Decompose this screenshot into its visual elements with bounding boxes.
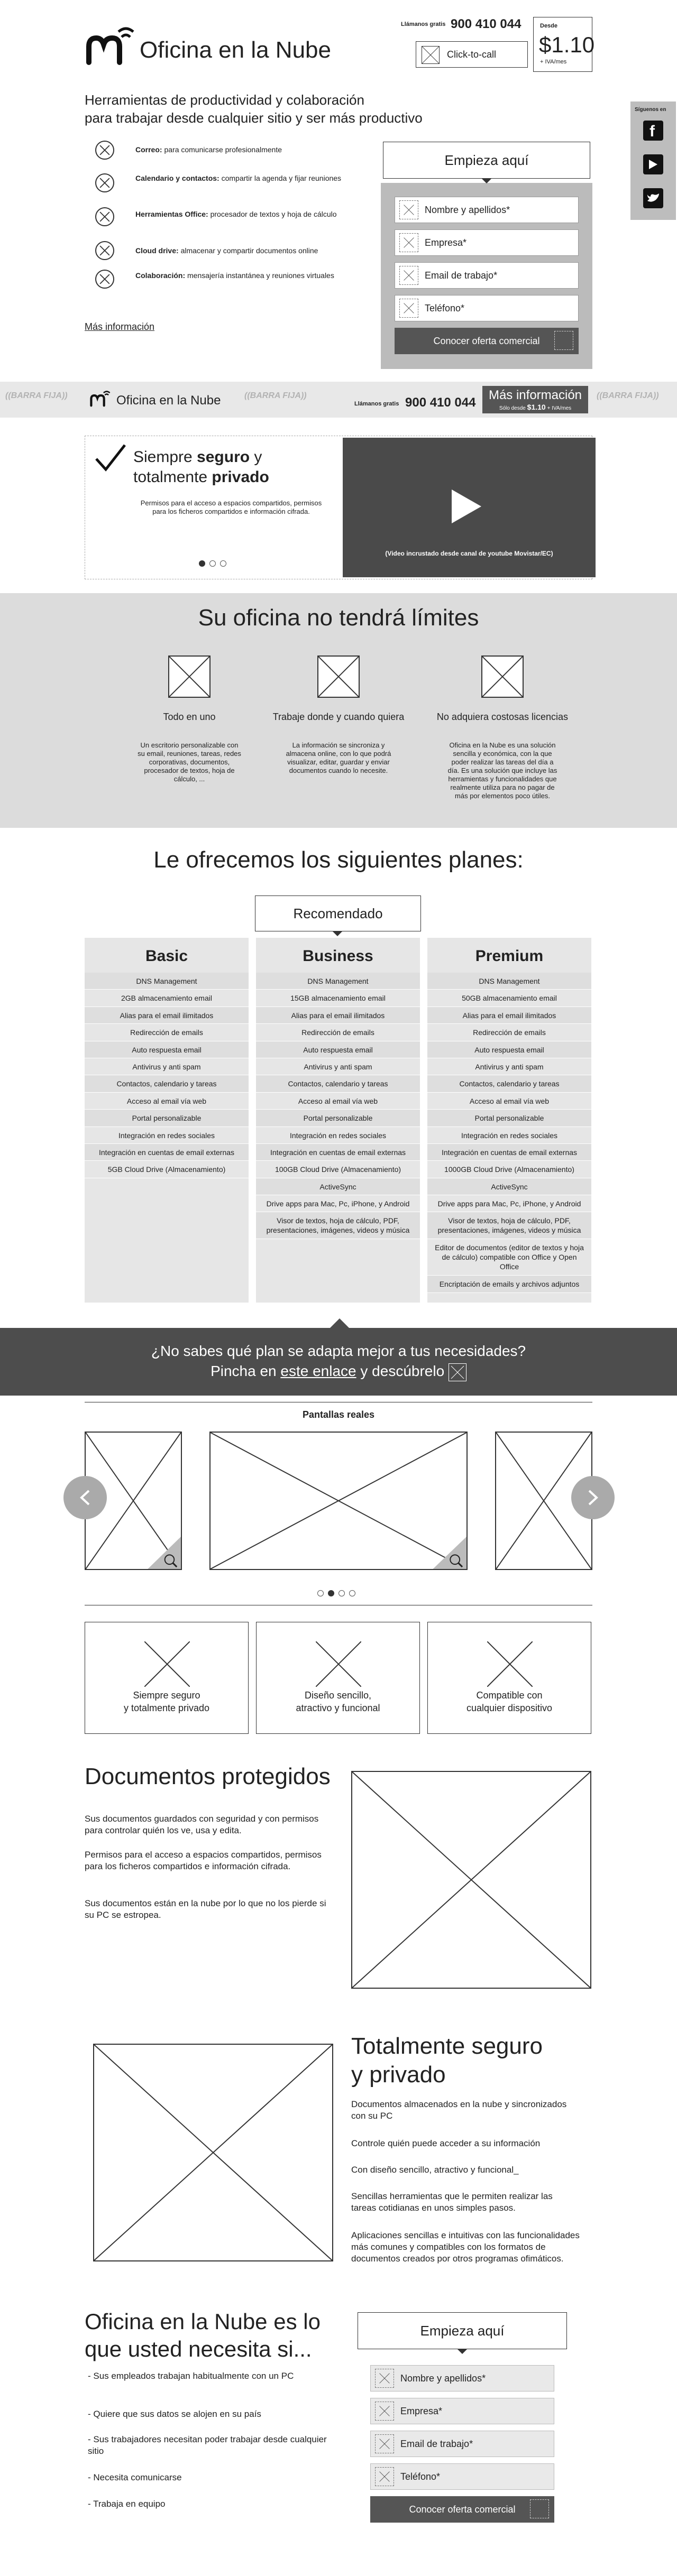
benefit-compatible-text: Compatible con cualquier dispositivo: [466, 1690, 553, 1713]
cloud-icon: [95, 241, 114, 260]
plan-feature-row: Integración en redes sociales: [256, 1127, 420, 1144]
plan-feature-row: Alias para el email ilimitados: [85, 1007, 249, 1024]
feature-email: Correo: para comunicarse profesionalmente: [135, 145, 282, 154]
plan-feature-row: Antivirus y anti spam: [85, 1058, 249, 1075]
name-field[interactable]: [395, 197, 579, 223]
slider-dot-1[interactable]: [199, 560, 205, 567]
form2-mail-icon: [375, 2434, 394, 2453]
all-in-one-icon: [168, 655, 211, 698]
plan-feature-row: Acceso al email vía web: [85, 1093, 249, 1110]
form-title-arrow: [481, 178, 492, 183]
plan-feature-row: Contactos, calendario y tareas: [85, 1075, 249, 1092]
form2-title: Empieza aquí: [358, 2312, 567, 2349]
plan-name: Basic: [145, 947, 188, 965]
limits-heading-2: Trabaje donde y cuando quiera: [272, 712, 405, 722]
submit-button[interactable]: [395, 328, 579, 354]
form2-submit-icon: [530, 2499, 549, 2518]
docs-p3: Sus documentos están en la nube por lo que no los pierde si su PC se estropea.: [85, 1898, 326, 1920]
slide-title: Siempre seguro y totalmente privado: [133, 448, 269, 486]
plan-feature-row: ActiveSync: [427, 1178, 591, 1195]
email-field[interactable]: [395, 262, 579, 289]
phone-field[interactable]: [395, 295, 579, 321]
plan-feature-row: Visor de textos, hoja de cálculo, PDF, presentaciones, imágenes, videos y música: [256, 1212, 420, 1239]
hero-headline-line1: Herramientas de productividad y colaboración: [85, 92, 364, 108]
play-icon[interactable]: [450, 487, 483, 525]
plan-feature-row: Integración en redes sociales: [85, 1127, 249, 1144]
plan-feature-row: ActiveSync: [256, 1178, 420, 1195]
sticky-logo[interactable]: [89, 388, 232, 411]
plan-feature-row: Acceso al email vía web: [427, 1093, 591, 1110]
screens-dots: [317, 1589, 360, 1598]
form2-company-label: Empresa*: [400, 2405, 443, 2416]
limits-title: Su oficina no tendrá límites: [198, 605, 479, 631]
plan-feature-row: Antivirus y anti spam: [256, 1058, 420, 1075]
need-title-line2: que usted necesita si...: [85, 2337, 312, 2361]
help-banner-notch: [330, 1318, 349, 1328]
sticky-phone[interactable]: 900 410 044: [405, 395, 476, 410]
plan-feature-row: 15GB almacenamiento email: [256, 990, 420, 1007]
limits-text-1: Un escritorio personalizable con su email, reuniones, tareas, redes corporativas, documentos, procesador de textos, hoja de cálculo, ...: [138, 741, 241, 783]
more-info-link[interactable]: Más información: [85, 321, 155, 332]
benefit-compatible: [427, 1622, 591, 1734]
plan-basic[interactable]: [85, 938, 249, 1303]
plan-premium[interactable]: [427, 938, 591, 1303]
form2-name-field[interactable]: [370, 2365, 554, 2392]
secure-p4: Sencillas herramientas que le permiten realizar las tareas cotidianas en unos simples pasos.: [351, 2191, 553, 2213]
company-field-label: Empresa*: [425, 237, 467, 248]
plan-feature-row: 2GB almacenamiento email: [85, 990, 249, 1007]
logo-icon: [85, 25, 138, 71]
plan-feature-row: Redirección de emails: [427, 1024, 591, 1041]
docs-image: [351, 1771, 591, 1989]
feature-collaboration: Colaboración: mensajería instantánea y reuniones virtuales: [135, 271, 334, 280]
phone-number[interactable]: 900 410 044: [451, 17, 522, 31]
form2-email-field[interactable]: [370, 2431, 554, 2457]
plan-name: Business: [303, 947, 373, 965]
feature-calendar: Calendario y contactos: compartir la agenda y fijar reuniones: [135, 174, 342, 182]
company-field[interactable]: [395, 229, 579, 256]
price-badge: [533, 17, 595, 72]
plan-feature-row: Alias para el email ilimitados: [427, 1007, 591, 1024]
call-label: Llámanos gratis: [401, 21, 446, 27]
limits-heading-3: No adquiera costosas licencias: [436, 712, 569, 722]
plan-feature-row: Alias para el email ilimitados: [256, 1007, 420, 1024]
form2-phone-label: Teléfono*: [400, 2471, 441, 2482]
social-label: Síguenos en: [635, 107, 666, 113]
plan-feature-row: Drive apps para Mac, Pc, iPhone, y Android: [256, 1195, 420, 1212]
docs-title: Documentos protegidos: [85, 1764, 331, 1789]
plan-feature-row: Contactos, calendario y tareas: [427, 1075, 591, 1092]
submit-label: Conocer oferta comercial: [433, 336, 540, 346]
plan-feature-row: 100GB Cloud Drive (Almacenamiento): [256, 1161, 420, 1178]
carousel-next-button[interactable]: [571, 1476, 615, 1519]
need-item-1: - Sus empleados trabajan habitualmente con un PC: [88, 2371, 294, 2381]
docs-p2: Permisos para el acceso a espacios compartidos, permisos para los ficheros compartidos e información cifrada.: [85, 1850, 322, 1871]
form2-user-icon: [375, 2369, 394, 2388]
submit-icon: [554, 331, 573, 350]
plan-business[interactable]: [256, 938, 420, 1303]
plan-feature-row: 1000GB Cloud Drive (Almacenamiento): [427, 1161, 591, 1178]
form2-phone-icon: [375, 2467, 394, 2486]
plan-feature-row: Editor de documentos (editor de textos y hoja de cálculo) compatible con Office y Open Office: [427, 1239, 591, 1276]
plan-feature-row: 5GB Cloud Drive (Almacenamiento): [85, 1161, 249, 1178]
screens-title: Pantallas reales: [302, 1409, 375, 1420]
recommended-arrow: [332, 931, 343, 936]
slider-dots: [199, 559, 231, 568]
secure-image: [93, 2044, 333, 2261]
click-to-call-label: Click-to-call: [447, 49, 497, 60]
need-item-5: - Trabaja en equipo: [88, 2499, 166, 2509]
form2-submit-label: Conocer oferta comercial: [409, 2504, 516, 2515]
screenshot-center[interactable]: [209, 1432, 468, 1570]
benefit-secure-text: Siempre seguro y totalmente privado: [123, 1690, 210, 1713]
sticky-more-info-sub: Sólo desde $1.10 + IVA/mes: [499, 403, 572, 411]
plan-features: [256, 973, 420, 1239]
plan-features: [85, 973, 249, 1178]
plan-feature-row: DNS Management: [85, 973, 249, 990]
form2-phone-field[interactable]: [370, 2463, 554, 2490]
sticky-bar-placeholder-right: ((BARRA FIJA)): [597, 391, 659, 400]
plan-name: Premium: [475, 947, 544, 965]
plan-feature-row: Visor de textos, hoja de cálculo, PDF, presentaciones, imágenes, videos y música: [427, 1212, 591, 1239]
collaboration-icon: [95, 270, 114, 289]
social-sidebar: [630, 101, 676, 220]
screens-dot-2[interactable]: [328, 1590, 334, 1596]
sticky-logo-text: Oficina en la Nube: [116, 393, 221, 408]
office-icon: [95, 207, 114, 226]
hero-headline: [85, 91, 487, 127]
need-item-2: - Quiere que sus datos se alojen en su país: [88, 2409, 261, 2419]
phone-icon: [422, 46, 440, 64]
slide-text: Permisos para el acceso a espacios compartidos, permisos para los ficheros compartidos e información cifrada.: [140, 499, 322, 515]
video-player[interactable]: [343, 438, 596, 577]
logo[interactable]: [85, 21, 331, 74]
plan-feature-row: Integración en cuentas de email externas: [256, 1144, 420, 1161]
slider-dot-3[interactable]: [220, 560, 226, 567]
benefit-design-text: Diseño sencillo, atractivo y funcional: [296, 1690, 380, 1713]
mail-icon: [399, 266, 418, 285]
phone-field-label: Teléfono*: [425, 302, 465, 313]
form2-company-field[interactable]: [370, 2398, 554, 2424]
need-item-3: - Sus trabajadores necesitan poder trabajar desde cualquier sitio: [88, 2434, 327, 2456]
click-to-call-button[interactable]: [416, 41, 528, 68]
screens-dot-4[interactable]: [349, 1590, 355, 1596]
screens-dot-1[interactable]: [317, 1590, 324, 1596]
secure-p2: Controle quién puede acceder a su información: [351, 2138, 541, 2148]
form2-submit-button[interactable]: [370, 2496, 554, 2523]
help-banner: [0, 1328, 677, 1396]
plan-feature-row: Antivirus y anti spam: [427, 1058, 591, 1075]
plan-features: [427, 973, 591, 1293]
plan-feature-row: Integración en cuentas de email externas: [85, 1144, 249, 1161]
email-icon: [95, 141, 114, 160]
plan-feature-row: Portal personalizable: [256, 1110, 420, 1127]
plan-feature-row: Portal personalizable: [427, 1110, 591, 1127]
hero-headline-line2: para trabajar desde cualquier sitio y ser más productivo: [85, 110, 423, 126]
plan-feature-row: Portal personalizable: [85, 1110, 249, 1127]
checkmark-icon: [94, 443, 127, 473]
price-from: Desde: [540, 23, 558, 29]
sticky-bar-placeholder-mid: ((BARRA FIJA)): [244, 391, 307, 400]
slider-dot-2[interactable]: [209, 560, 216, 567]
form2-email-label: Email de trabajo*: [400, 2438, 473, 2449]
form-title: Empieza aquí: [383, 142, 590, 179]
need-title: [85, 2308, 360, 2363]
plan-feature-row: Redirección de emails: [256, 1024, 420, 1041]
building-icon: [399, 233, 418, 252]
sticky-bar-placeholder-left: ((BARRA FIJA)): [5, 391, 68, 400]
secure-title: [351, 2032, 543, 2089]
plan-feature-row: Auto respuesta email: [85, 1041, 249, 1058]
plan-feature-row: Integración en cuentas de email externas: [427, 1144, 591, 1161]
logo-text: Oficina en la Nube: [140, 37, 331, 63]
sticky-more-info-button[interactable]: [482, 386, 588, 413]
user-icon: [399, 200, 418, 219]
need-title-line1: Oficina en la Nube es lo: [85, 2309, 321, 2334]
form2-title-arrow: [457, 2349, 468, 2354]
feature-office: Herramientas Office: procesador de textos y hoja de cálculo: [135, 210, 337, 218]
benefit-design: [256, 1622, 420, 1734]
phone-field-icon: [399, 299, 418, 318]
plan-feature-row: Redirección de emails: [85, 1024, 249, 1041]
feature-cloud: Cloud drive: almacenar y compartir documentos online: [135, 246, 318, 255]
secure-p3: Con diseño sencillo, atractivo y funcional_: [351, 2165, 519, 2175]
secure-p1: Documentos almacenados en la nube y sincronizados con su PC: [351, 2099, 567, 2121]
form2-name-label: Nombre y apellidos*: [400, 2372, 486, 2384]
limits-heading-1: Todo en uno: [163, 712, 216, 722]
plan-feature-row: Drive apps para Mac, Pc, iPhone, y Android: [427, 1195, 591, 1212]
plans-title: Le ofrecemos los siguientes planes:: [153, 847, 524, 873]
feature-list: [95, 141, 381, 315]
screens-dot-3[interactable]: [338, 1590, 345, 1596]
plan-feature-row: Integración en redes sociales: [427, 1127, 591, 1144]
need-item-4: - Necesita comunicarse: [88, 2472, 182, 2482]
price-unit: + IVA/mes: [540, 59, 567, 65]
devices-icon: [487, 1641, 533, 1687]
plan-feature-row: Auto respuesta email: [256, 1041, 420, 1058]
price-value: $1.10: [539, 32, 595, 57]
secure-title-line2: y privado: [351, 2062, 446, 2088]
sticky-logo-icon: [89, 390, 112, 409]
help-link-icon[interactable]: [449, 1363, 466, 1381]
help-banner-line1: ¿No sabes qué plan se adapta mejor a tus necesidades?: [151, 1343, 526, 1359]
anywhere-icon: [317, 655, 360, 698]
lock-icon: [144, 1641, 190, 1687]
youtube-icon[interactable]: [643, 154, 663, 174]
sticky-call-label: Llámanos gratis: [354, 401, 399, 407]
limits-text-3: Oficina en la Nube es una solución sencilla y económica, con la que poder realizar las tareas del día a día. Es una solución que incluye las herramientas y funcionalidades que realmente utiliza para no pagar de más por elementos poco útiles.: [447, 741, 557, 800]
plan-feature-row: Contactos, calendario y tareas: [256, 1075, 420, 1092]
sticky-more-info-label: Más información: [488, 388, 582, 402]
plan-feature-row: 50GB almacenamiento email: [427, 990, 591, 1007]
name-field-label: Nombre y apellidos*: [425, 204, 510, 215]
calendar-icon: [95, 173, 114, 192]
limits-text-2: La información se sincroniza y almacena online, con lo que podrá visualizar, editar, guardar y enviar documentos cuando lo necesite.: [286, 741, 391, 774]
design-icon: [316, 1641, 361, 1687]
plan-feature-row: Encriptación de emails y archivos adjuntos: [427, 1276, 591, 1292]
twitter-icon[interactable]: [643, 188, 663, 208]
carousel-prev-button[interactable]: [63, 1476, 107, 1519]
recommended-badge: Recomendado: [255, 895, 421, 931]
help-banner-line2: Pincha en este enlace y descúbrelo: [0, 1363, 677, 1381]
docs-p1: Sus documentos guardados con seguridad y con permisos para controlar quién los ve, usa y edita.: [85, 1814, 319, 1835]
plan-feature-row: DNS Management: [427, 973, 591, 990]
plan-feature-row: Acceso al email vía web: [256, 1093, 420, 1110]
benefit-secure: [85, 1622, 249, 1734]
help-link[interactable]: este enlace: [280, 1363, 356, 1379]
no-licenses-icon: [481, 655, 524, 698]
plan-feature-row: DNS Management: [256, 973, 420, 990]
video-caption: (Video incrustado desde canal de youtube Movistar/EC): [385, 550, 553, 557]
email-field-label: Email de trabajo*: [425, 270, 498, 281]
plan-feature-row: Auto respuesta email: [427, 1041, 591, 1058]
form2-building-icon: [375, 2402, 394, 2421]
facebook-icon[interactable]: f: [643, 121, 663, 141]
secure-p5: Aplicaciones sencillas e intuitivas con las funcionalidades más comunes y compatibles con los formatos de documentos creados por otros programas ofimáticos.: [351, 2230, 580, 2264]
secure-title-line1: Totalmente seguro: [351, 2033, 543, 2059]
